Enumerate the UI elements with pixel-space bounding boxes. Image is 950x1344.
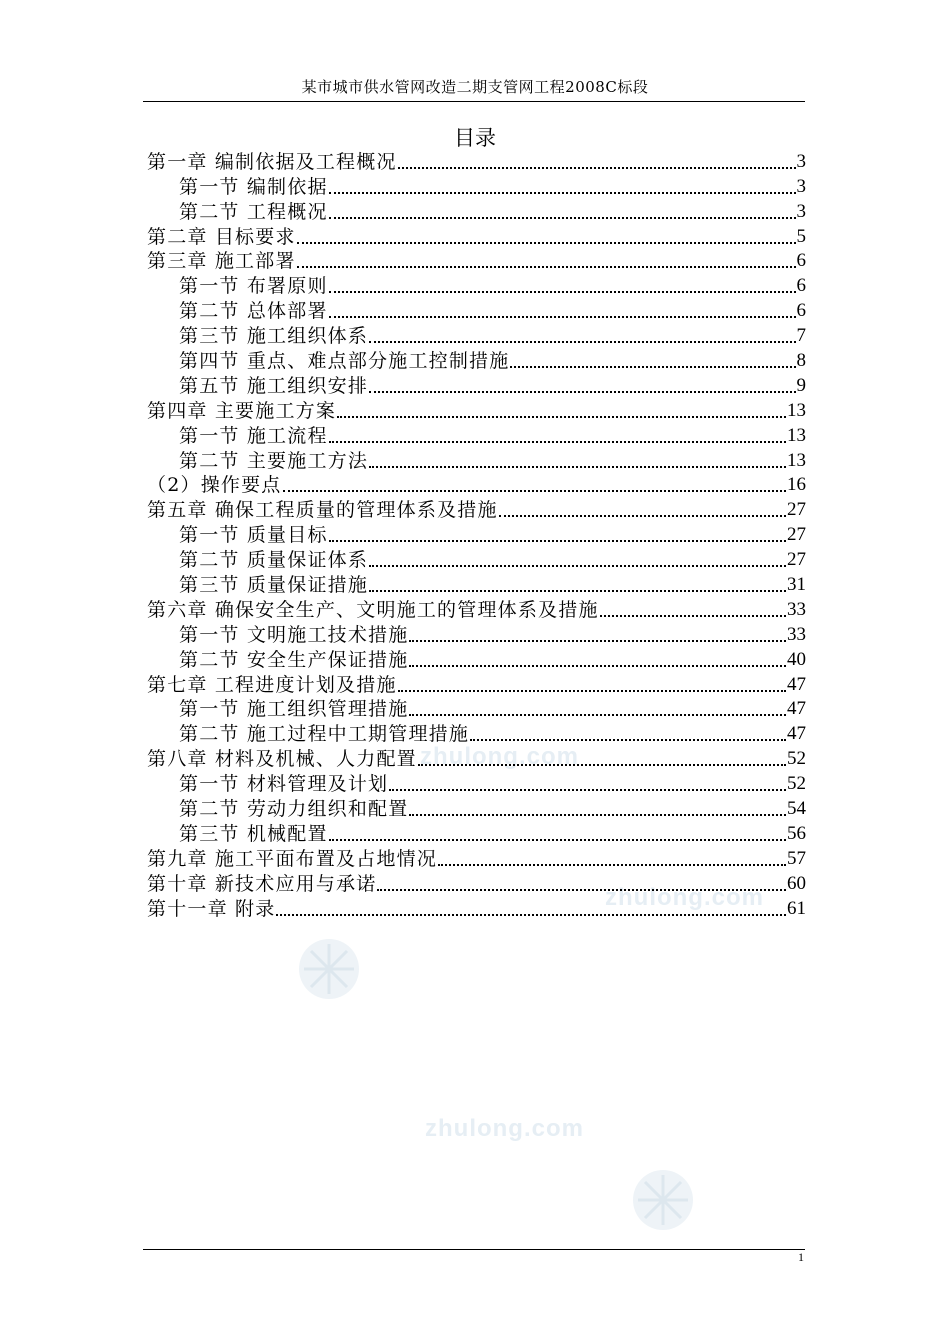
toc-dot-leader (329, 217, 796, 219)
toc-entry-label: 第五章 确保工程质量的管理体系及措施 (147, 499, 498, 522)
toc-entry-section[interactable] (147, 522, 806, 547)
toc-entry-label: 第四章 主要施工方案 (147, 399, 337, 422)
toc-entry-page: 16 (787, 474, 806, 496)
toc-entry-page: 7 (796, 325, 806, 347)
toc-entry-page: 40 (787, 648, 806, 670)
toc-dot-leader (409, 640, 786, 642)
toc-entry-section[interactable] (147, 423, 806, 448)
toc-entry-label: 第二节 安全生产保证措施 (179, 648, 409, 671)
toc-entry-label: 第二节 施工过程中工期管理措施 (179, 723, 470, 746)
toc-entry-page: 3 (796, 175, 806, 197)
toc-entry-page: 13 (787, 449, 806, 471)
toc-dot-leader (418, 764, 786, 766)
toc-entry-page: 31 (787, 574, 806, 596)
toc-entry-section[interactable] (147, 199, 806, 224)
toc-entry-page: 5 (796, 225, 806, 247)
toc-entry-page: 6 (796, 275, 806, 297)
toc-entry-page: 3 (796, 200, 806, 222)
toc-entry-label: 第五节 施工组织安排 (179, 374, 369, 397)
toc-dot-leader (369, 391, 795, 393)
toc-dot-leader (297, 266, 796, 268)
toc-entry-chapter[interactable] (147, 896, 806, 921)
toc-entry-label: 第十章 新技术应用与承诺 (147, 872, 377, 895)
toc-dot-leader (369, 565, 786, 567)
toc-entry-label: 第一节 文明施工技术措施 (179, 623, 409, 646)
watermark-text: zhulong.com (425, 1115, 584, 1142)
toc-dot-leader (600, 615, 786, 617)
toc-entry-label: 第三节 施工组织体系 (179, 325, 369, 348)
toc-entry-page: 52 (787, 748, 806, 770)
toc-entry-page: 9 (796, 374, 806, 396)
toc-entry-section[interactable] (147, 622, 806, 647)
table-of-contents (147, 149, 806, 921)
toc-entry-chapter[interactable] (147, 473, 806, 498)
toc-entry-label: 第一节 质量目标 (179, 524, 328, 547)
toc-dot-leader (369, 466, 786, 468)
toc-entry-page: 47 (787, 673, 806, 695)
toc-dot-leader (369, 341, 795, 343)
toc-dot-leader (329, 839, 786, 841)
toc-dot-leader (297, 242, 796, 244)
toc-entry-label: 第一节 编制依据 (179, 175, 328, 198)
toc-entry-section[interactable] (147, 174, 806, 199)
watermark-logo-icon (630, 1167, 696, 1233)
toc-entry-label: 第一章 编制依据及工程概况 (147, 150, 397, 173)
toc-entry-label: 第一节 施工组织管理措施 (179, 698, 409, 721)
toc-dot-leader (438, 864, 786, 866)
toc-dot-leader (409, 665, 786, 667)
toc-entry-page: 8 (796, 350, 806, 372)
toc-dot-leader (329, 291, 796, 293)
toc-entry-chapter[interactable] (147, 871, 806, 896)
toc-entry-page: 61 (787, 897, 806, 919)
toc-entry-chapter[interactable] (147, 398, 806, 423)
toc-entry-label: 第二节 总体部署 (179, 300, 328, 323)
header-divider (143, 101, 805, 102)
toc-entry-page: 56 (787, 822, 806, 844)
toc-dot-leader (398, 167, 796, 169)
toc-entry-chapter[interactable] (147, 249, 806, 274)
toc-dot-leader (329, 316, 796, 318)
toc-entry-page: 27 (787, 524, 806, 546)
toc-entry-label: 第十一章 附录 (147, 897, 276, 920)
watermark-text: zhulong.com (605, 884, 764, 911)
toc-dot-leader (369, 590, 786, 592)
toc-entry-page: 52 (787, 773, 806, 795)
toc-entry-page: 47 (787, 698, 806, 720)
toc-entry-page: 33 (787, 598, 806, 620)
toc-dot-leader (329, 441, 786, 443)
toc-dot-leader (329, 540, 786, 542)
toc-dot-leader (510, 366, 795, 368)
toc-entry-chapter[interactable] (147, 846, 806, 871)
toc-entry-label: 第六章 确保安全生产、文明施工的管理体系及措施 (147, 598, 599, 621)
toc-entry-page: 60 (787, 872, 806, 894)
toc-entry-section[interactable] (147, 547, 806, 572)
toc-entry-label: 第四节 重点、难点部分施工控制措施 (179, 350, 510, 373)
toc-entry-section[interactable] (147, 572, 806, 597)
toc-entry-label: 第二节 质量保证体系 (179, 549, 369, 572)
toc-entry-section[interactable] (147, 348, 806, 373)
page-number: 1 (798, 1250, 804, 1264)
toc-entry-label: 第一节 施工流程 (179, 424, 328, 447)
watermark-text: zhulong.com (420, 743, 579, 770)
toc-entry-label: 第二章 目标要求 (147, 225, 296, 248)
toc-entry-page: 33 (787, 623, 806, 645)
toc-entry-label: 第二节 主要施工方法 (179, 449, 369, 472)
toc-entry-section[interactable] (147, 771, 806, 796)
watermark-logo-icon (296, 936, 362, 1002)
toc-entry-chapter[interactable] (147, 597, 806, 622)
toc-entry-label: 第二节 工程概况 (179, 200, 328, 223)
toc-title: 目录 (454, 126, 496, 150)
toc-entry-label: 第一节 布署原则 (179, 275, 328, 298)
toc-entry-label: 第二节 劳动力组织和配置 (179, 798, 409, 821)
toc-dot-leader (283, 490, 787, 492)
toc-entry-chapter[interactable] (147, 224, 806, 249)
toc-entry-section[interactable] (147, 721, 806, 746)
toc-dot-leader (398, 690, 786, 692)
toc-entry-page: 54 (787, 798, 806, 820)
toc-entry-label: 第一节 材料管理及计划 (179, 773, 389, 796)
toc-entry-label: 第九章 施工平面布置及占地情况 (147, 847, 438, 870)
toc-entry-page: 6 (796, 300, 806, 322)
toc-entry-section[interactable] (147, 373, 806, 398)
toc-dot-leader (470, 739, 786, 741)
toc-entry-chapter[interactable] (147, 149, 806, 174)
toc-entry-label: 第三节 机械配置 (179, 822, 328, 845)
toc-entry-page: 27 (787, 499, 806, 521)
toc-entry-section[interactable] (147, 323, 806, 348)
toc-entry-page: 57 (787, 847, 806, 869)
toc-entry-page: 27 (787, 549, 806, 571)
toc-entry-page: 47 (787, 723, 806, 745)
footer-divider (143, 1249, 805, 1250)
toc-dot-leader (409, 814, 786, 816)
toc-entry-chapter[interactable] (147, 672, 806, 697)
toc-dot-leader (329, 192, 796, 194)
toc-entry-page: 6 (796, 250, 806, 272)
toc-entry-section[interactable] (147, 821, 806, 846)
toc-dot-leader (389, 789, 786, 791)
toc-entry-section[interactable] (147, 273, 806, 298)
toc-entry-label: 第七章 工程进度计划及措施 (147, 673, 397, 696)
toc-dot-leader (377, 889, 786, 891)
toc-entry-chapter[interactable] (147, 746, 806, 771)
document-header-title: 某市城市供水管网改造二期支管网工程2008C标段 (301, 78, 649, 96)
toc-entry-page: 13 (787, 399, 806, 421)
toc-entry-label: 第八章 材料及机械、人力配置 (147, 748, 417, 771)
toc-entry-section[interactable] (147, 796, 806, 821)
toc-entry-section[interactable] (147, 697, 806, 722)
toc-entry-chapter[interactable] (147, 497, 806, 522)
toc-entry-page: 13 (787, 424, 806, 446)
toc-entry-section[interactable] (147, 647, 806, 672)
toc-entry-label: （2）操作要点 (147, 474, 282, 497)
toc-dot-leader (499, 515, 786, 517)
toc-entry-section[interactable] (147, 448, 806, 473)
toc-entry-page: 3 (796, 150, 806, 172)
toc-entry-label: 第三章 施工部署 (147, 250, 296, 273)
toc-entry-section[interactable] (147, 298, 806, 323)
toc-dot-leader (276, 914, 786, 916)
toc-entry-label: 第三节 质量保证措施 (179, 574, 369, 597)
toc-dot-leader (409, 714, 786, 716)
toc-dot-leader (337, 416, 786, 418)
